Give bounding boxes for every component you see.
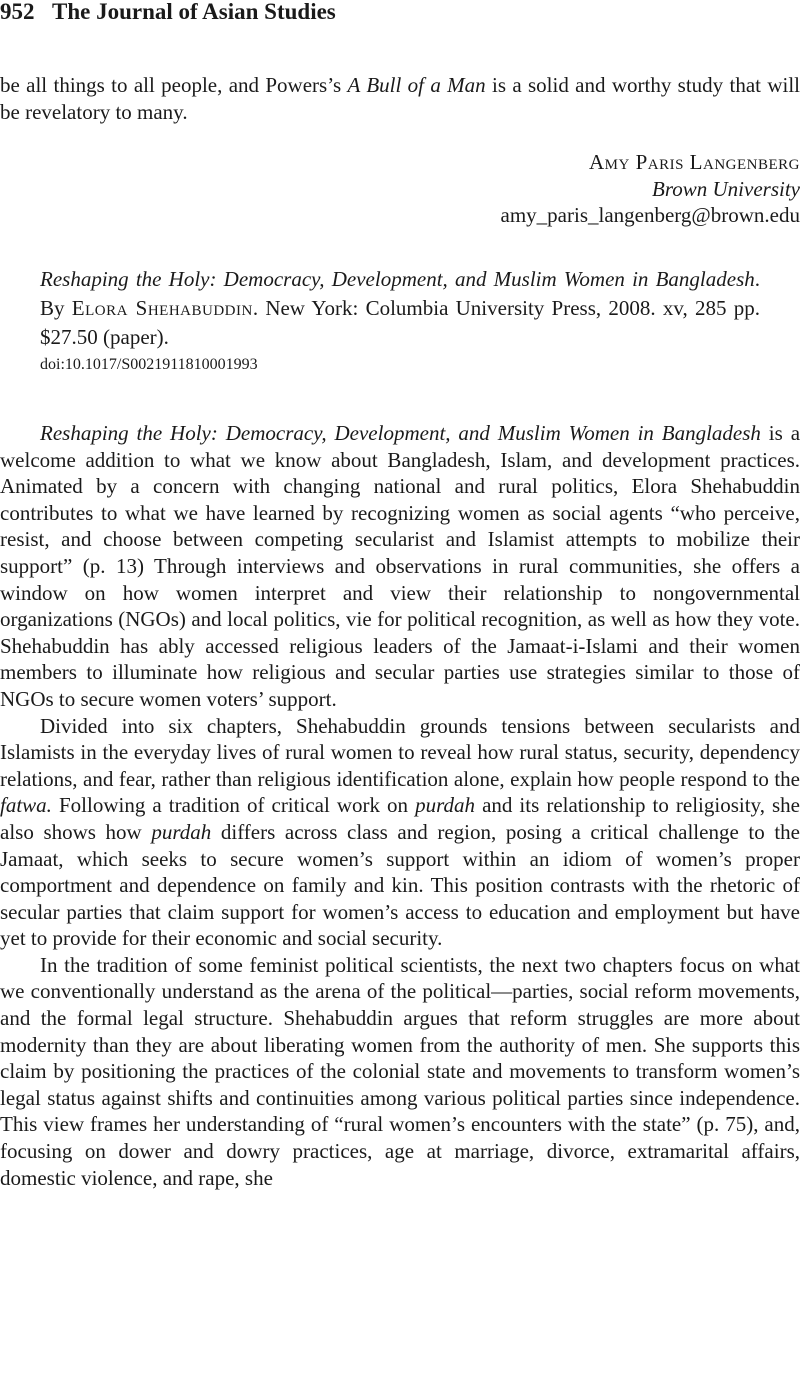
review-book-title: Reshaping the Holy: Democracy, Development, and Muslim Women in Bangladesh: [40, 421, 761, 445]
previous-review-ending: [0, 72, 800, 125]
reviewer-email[interactable]: amy_paris_langenberg@brown.edu: [500, 203, 800, 228]
review-paragraph-3-text: In the tradition of some feminist political scientists, the next two chapters focus on what we conventionally understand as the arena of the political—parties, social reform movements, and the formal legal structure. Shehabuddin argues that reform struggles are more about modernity than they are about liberating women from the authority of men. She supports this claim by positioning the practices of the colonial state and movements to transform women’s legal status against shifts and continuities among various political parties since independence. This view frames her understanding of “rural women’s encounters with the state” (p. 75), and, focusing on dower and dowry practices, age at marriage, divorce, extramarital affairs, domestic violence, and rape, she: [0, 952, 800, 1190]
review-paragraph: [0, 952, 800, 1191]
citation-author: Elora Shehabuddin: [71, 296, 253, 320]
term-purdah: purdah: [415, 793, 476, 818]
intro-text-start: be all things to all people, and Powers’s: [0, 73, 348, 97]
journal-title: The Journal of Asian Studies: [52, 0, 336, 24]
reviewer-affiliation: Brown University: [652, 176, 800, 201]
review-paragraph-1-text: is a welcome addition to what we know about Bangladesh, Islam, and development practices. Animated by a concern with changing national and rural politics, Elora Shehabuddin contributes to what we have learned by recognizing women as social agents “who perceive, resist, and choose between competing secularist and Islamist attempts to mobilize their support” (p. 13) Through interviews and observations in rural communities, she offers a window on how women interpret and view their relationship to nongovernmental organizations (NGOs) and local politics, vie for political recognition, as well as how they vote. Shehabuddin has ably accessed religious leaders of the Jamaat-i-Islami and their women members to illuminate how religious and secular parties use strategies similar to those of NGOs to secure women voters’ support.: [0, 421, 800, 711]
review-paragraph: [0, 713, 800, 952]
review-paragraph-2-part-c: and its relationship to religiosity, she also shows how: [0, 793, 800, 844]
citation-title: Reshaping the Holy: Democracy, Development, and Muslim Women in Bangladesh: [40, 267, 755, 291]
reviewer-name: Amy Paris Langenberg: [588, 150, 800, 174]
review-paragraph: [0, 420, 800, 713]
reviewer-signoff: [501, 149, 800, 229]
book-citation: [40, 265, 760, 352]
term-fatwa: fatwa.: [0, 793, 52, 818]
citation-by: . By: [40, 267, 760, 320]
intro-book-title: A Bull of a Man: [347, 73, 486, 97]
running-head: [0, 0, 336, 30]
intro-text-end: is a solid and worthy study that will be revelatory to many.: [0, 73, 800, 124]
page-number: 952: [0, 0, 35, 24]
citation-doi[interactable]: doi:10.1017/S0021911810001993: [40, 356, 258, 373]
review-paragraph-2-part-b: Following a tradition of critical work on: [51, 793, 416, 818]
review-paragraph-2-part-a: Divided into six chapters, Shehabuddin grounds tensions between secularists and Islamists in the everyday lives of rural women to reveal how rural status, security, dependency relations, and fear, rather than religious identification alone, explain how people respond to the: [0, 713, 800, 791]
citation-publication: . New York: Columbia University Press, 2008. xv, 285 pp. $27.50 (paper).: [40, 296, 760, 349]
review-paragraph-2-part-d: differs across class and region, posing a critical challenge to the Jamaat, which seeks to secure women’s support within an idiom of women’s proper comportment and dependence on family and kin. This position contrasts with the rhetoric of secular parties that claim support for women’s access to education and employment but have yet to provide for their economic and social security.: [0, 819, 800, 951]
review-body: [0, 420, 800, 1191]
term-purdah: purdah: [151, 819, 212, 844]
